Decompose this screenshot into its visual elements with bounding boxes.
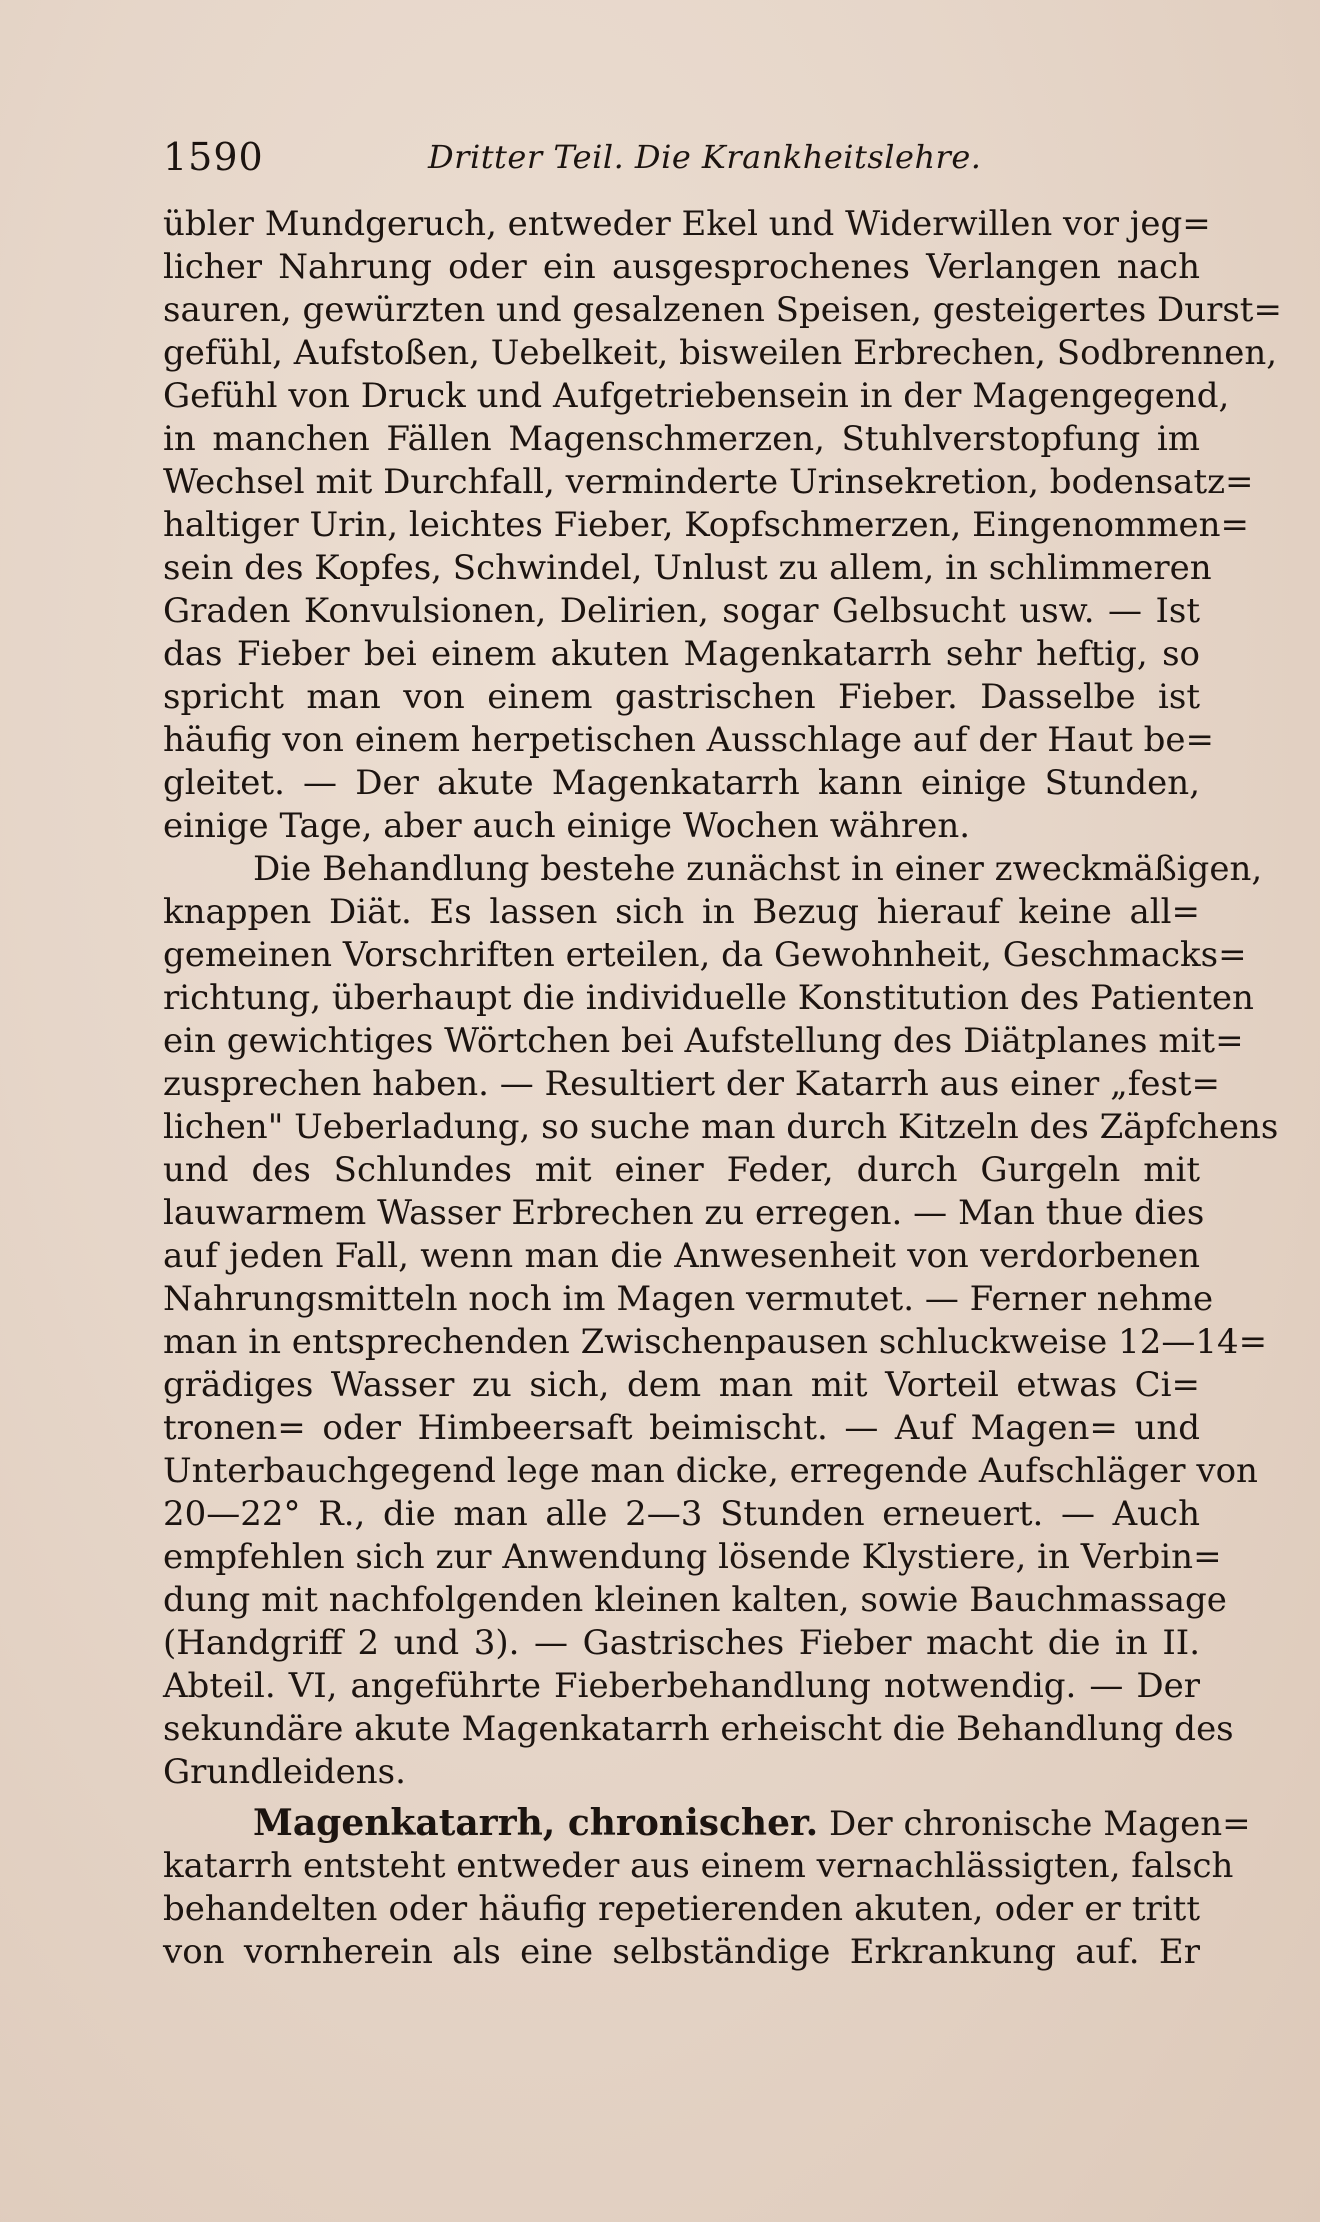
text-line: in manchen Fällen Magenschmerzen, Stuhlverstopfung im	[163, 419, 1200, 459]
text-line: zusprechen haben. — Resultiert der Katarrh aus einer „fest=	[163, 1064, 1221, 1104]
paragraph-treatment	[163, 848, 1279, 1794]
text-line: lichen" Ueberladung, so suche man durch Kitzeln des Zäpfchens	[163, 1107, 1279, 1147]
text-line: ein gewichtiges Wörtchen bei Aufstellung des Diätplanes mit=	[163, 1021, 1244, 1061]
body-text	[163, 203, 1282, 1974]
text-line: Graden Konvulsionen, Delirien, sogar Gelbsucht usw. — Ist	[163, 591, 1200, 631]
text-line: grädiges Wasser zu sich, dem man mit Vorteil etwas Ci=	[163, 1365, 1200, 1405]
section-first-line	[163, 1802, 1251, 1845]
text-line: einige Tage, aber auch einige Wochen währen.	[163, 806, 971, 846]
text-line: sein des Kopfes, Schwindel, Unlust zu allem, in schlimmeren	[163, 548, 1212, 588]
text-line: das Fieber bei einem akuten Magenkatarrh sehr heftig, so	[163, 634, 1200, 674]
section-heading: Magenkatarrh, chronischer.	[253, 1802, 819, 1844]
page-number: 1590	[163, 135, 264, 179]
text-line: lauwarmem Wasser Erbrechen zu erregen. — Man thue dies	[163, 1193, 1205, 1233]
page-header	[163, 132, 1200, 182]
text-line: dung mit nachfolgenden kleinen kalten, sowie Bauchmassage	[163, 1580, 1227, 1620]
text-line: katarrh entsteht entweder aus einem vernachlässigten, falsch	[163, 1846, 1234, 1886]
text-line: richtung, überhaupt die individuelle Konstitution des Patienten	[163, 978, 1254, 1018]
text-line: licher Nahrung oder ein ausgesprochenes Verlangen nach	[163, 247, 1200, 287]
text-line: haltiger Urin, leichtes Fieber, Kopfschmerzen, Eingenommen=	[163, 505, 1249, 545]
text-line: Wechsel mit Durchfall, verminderte Urinsekretion, bodensatz=	[163, 462, 1254, 502]
text-line: spricht man von einem gastrischen Fieber. Dasselbe ist	[163, 677, 1200, 717]
text-line: gleitet. — Der akute Magenkatarrh kann einige Stunden,	[163, 763, 1200, 803]
text-line: gemeinen Vorschriften erteilen, da Gewohnheit, Geschmacks=	[163, 935, 1247, 975]
text-line: man in entsprechenden Zwischenpausen schluckweise 12—14=	[163, 1322, 1268, 1362]
text-line: Nahrungsmitteln noch im Magen vermutet. — Ferner nehme	[163, 1279, 1214, 1319]
paragraph-symptoms	[163, 203, 1282, 848]
text-line: behandelten oder häufig repetierenden akuten, oder er tritt	[163, 1889, 1200, 1929]
text-line: und des Schlundes mit einer Feder, durch Gurgeln mit	[163, 1150, 1200, 1190]
text-line: 20—22° R., die man alle 2—3 Stunden erneuert. — Auch	[163, 1494, 1200, 1534]
section-gap	[163, 1794, 1200, 1802]
text-line: Die Behandlung bestehe zunächst in einer zweckmäßigen,	[253, 849, 1263, 889]
text-line: Gefühl von Druck und Aufgetriebensein in der Magengegend,	[163, 376, 1230, 416]
text-line: auf jeden Fall, wenn man die Anwesenheit von verdorbenen	[163, 1236, 1200, 1276]
text-line: empfehlen sich zur Anwendung lösende Klystiere, in Verbin=	[163, 1537, 1222, 1577]
text-line: gefühl, Aufstoßen, Uebelkeit, bisweilen Erbrechen, Sodbrennen,	[163, 333, 1278, 373]
text-line: Grundleidens.	[163, 1752, 406, 1792]
text-line: (Handgriff 2 und 3). — Gastrisches Fieber macht die in II.	[163, 1623, 1200, 1663]
text-line: tronen= oder Himbeersaft beimischt. — Auf Magen= und	[163, 1408, 1200, 1448]
text-line: Abteil. VI, angeführte Fieberbehandlung notwendig. — Der	[163, 1666, 1200, 1706]
text-line: übler Mundgeruch, entweder Ekel und Widerwillen vor jeg=	[163, 204, 1211, 244]
text-line: sauren, gewürzten und gesalzenen Speisen, gesteigertes Durst=	[163, 290, 1282, 330]
text-line: häufig von einem herpetischen Ausschlage auf der Haut be=	[163, 720, 1214, 760]
text-line: knappen Diät. Es lassen sich in Bezug hierauf keine all=	[163, 892, 1200, 932]
text-line: Unterbauchgegend lege man dicke, erregende Aufschläger von	[163, 1451, 1258, 1491]
running-title: Dritter Teil. Die Krankheitslehre.	[428, 138, 982, 176]
section-first-line-text: Der chronische Magen=	[829, 1804, 1251, 1844]
text-line: von vornherein als eine selbständige Erkrankung auf. Er	[163, 1932, 1200, 1972]
section-chronic-catarrh	[163, 1802, 1251, 1974]
text-line: sekundäre akute Magenkatarrh erheischt die Behandlung des	[163, 1709, 1234, 1749]
